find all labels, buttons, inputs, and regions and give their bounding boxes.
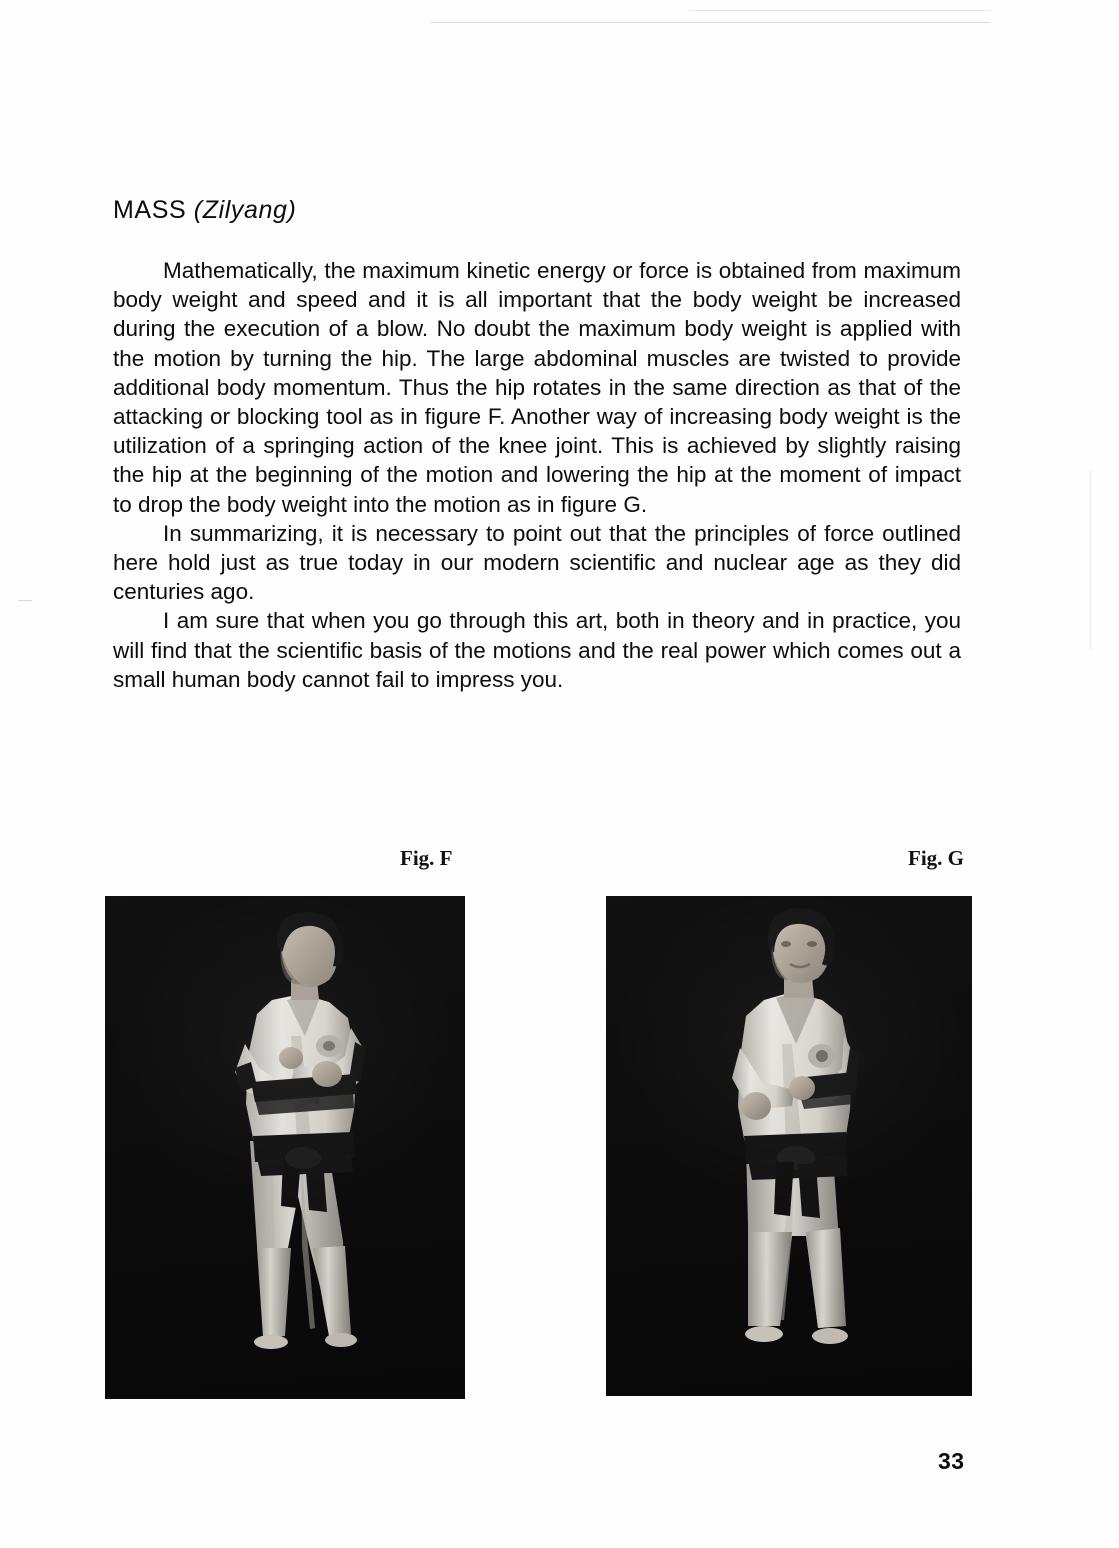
paragraph: In summarizing, it is necessary to point out that the principles of force outlined here hold just as true today in our modern scientific and nuclear age as they did centuries ago. xyxy=(113,520,961,605)
section-heading-term: MASS xyxy=(113,196,187,224)
figure-caption-f: Fig. F xyxy=(400,846,453,870)
section-heading xyxy=(113,196,296,225)
page-number: 33 xyxy=(938,1448,965,1474)
figure-photo-f xyxy=(105,896,465,1399)
figure-photo-g xyxy=(606,896,972,1396)
scan-artifact xyxy=(690,10,990,11)
scan-artifact xyxy=(18,600,32,601)
paragraph: Mathematically, the maximum kinetic energy or force is obtained from maximum body weight and speed and it is all important that the body weight be increased during the execution of a blow. No doubt the maximum body weight is applied with the motion by turning the hip. The large abdominal muscles are twisted to provide additional body momentum. Thus the hip rotates in the same direction as that of the attacking or blocking tool as in figure F. Another way of increasing body weight is the utilization of a springing action of the knee joint. This is achieved by slightly raising the hip at the beginning of the motion and lowering the hip at the moment of impact to drop the body weight into the motion as in figure G. xyxy=(113,258,961,517)
figure-caption-g: Fig. G xyxy=(908,846,964,870)
figure-g-illustration xyxy=(606,896,972,1396)
scan-artifact xyxy=(1090,470,1091,650)
body-text xyxy=(113,256,961,694)
figure-f-illustration xyxy=(105,896,465,1399)
scan-artifact xyxy=(430,22,990,23)
paragraph: I am sure that when you go through this art, both in theory and in practice, you will find that the scientific basis of the motions and the real power which comes out a small human body cannot fail to impress you. xyxy=(113,608,961,692)
section-heading-romanization: (Zilyang) xyxy=(193,196,297,224)
